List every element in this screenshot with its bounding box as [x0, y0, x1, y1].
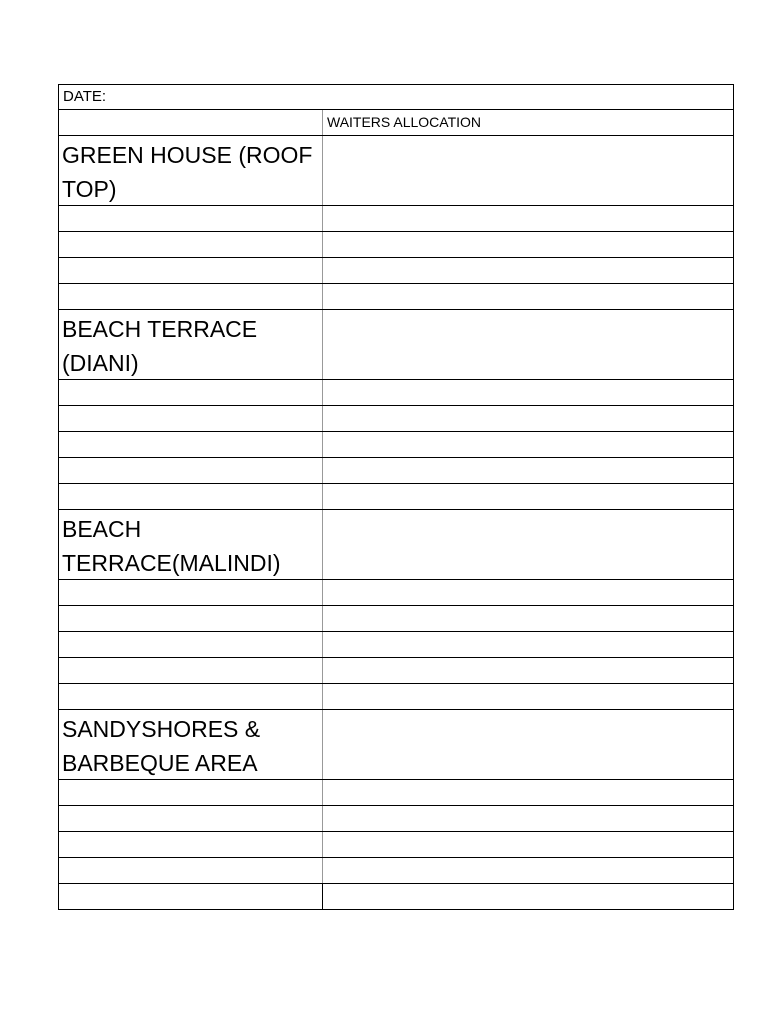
area-cell	[59, 284, 323, 309]
allocation-cell	[323, 310, 733, 379]
table-row	[59, 858, 733, 884]
allocation-cell	[323, 684, 733, 709]
date-row	[59, 85, 733, 110]
section-row-beach-terrace-malindi	[59, 510, 733, 580]
area-cell	[59, 258, 323, 283]
allocation-cell	[323, 284, 733, 309]
allocation-cell	[323, 406, 733, 431]
table-row	[59, 232, 733, 258]
table-row	[59, 658, 733, 684]
section-row-sandyshores	[59, 710, 733, 780]
allocation-cell	[323, 658, 733, 683]
area-cell	[59, 206, 323, 231]
date-label: DATE:	[63, 88, 107, 105]
section-row-beach-terrace-diani	[59, 310, 733, 380]
area-cell	[59, 658, 323, 683]
table-row	[59, 832, 733, 858]
section-name: SANDYSHORES & BARBEQUE AREA	[59, 710, 323, 779]
table-row	[59, 606, 733, 632]
allocation-cell	[323, 780, 733, 805]
table-row	[59, 632, 733, 658]
table-row	[59, 458, 733, 484]
table-row	[59, 806, 733, 832]
section-row-green-house	[59, 136, 733, 206]
header-row	[59, 110, 733, 136]
area-cell	[59, 606, 323, 631]
table-row	[59, 206, 733, 232]
table-row	[59, 284, 733, 310]
area-cell	[59, 884, 323, 909]
area-cell	[59, 858, 323, 883]
section-name: BEACH TERRACE (DIANI)	[59, 310, 323, 379]
allocation-cell	[323, 510, 733, 579]
allocation-cell	[323, 458, 733, 483]
area-cell	[59, 632, 323, 657]
area-cell	[59, 780, 323, 805]
area-cell	[59, 580, 323, 605]
allocation-cell	[323, 380, 733, 405]
waiters-allocation-table	[58, 84, 734, 910]
allocation-cell	[323, 432, 733, 457]
table-row	[59, 884, 733, 910]
allocation-cell	[323, 136, 733, 205]
allocation-cell	[323, 858, 733, 883]
area-cell	[59, 380, 323, 405]
area-cell	[59, 484, 323, 509]
area-cell	[59, 432, 323, 457]
waiters-allocation-header: WAITERS ALLOCATION	[327, 114, 482, 130]
allocation-cell	[323, 606, 733, 631]
table-row	[59, 258, 733, 284]
table-row	[59, 484, 733, 510]
allocation-cell	[323, 710, 733, 779]
section-name: BEACH TERRACE(MALINDI)	[59, 510, 323, 579]
table-row	[59, 432, 733, 458]
allocation-cell	[323, 258, 733, 283]
section-name: GREEN HOUSE (ROOF TOP)	[59, 136, 323, 205]
area-cell	[59, 406, 323, 431]
allocation-cell	[323, 806, 733, 831]
area-cell	[59, 832, 323, 857]
allocation-cell	[323, 832, 733, 857]
allocation-cell	[323, 484, 733, 509]
allocation-cell	[323, 884, 733, 909]
table-row	[59, 406, 733, 432]
allocation-cell	[323, 206, 733, 231]
allocation-cell	[323, 580, 733, 605]
area-cell	[59, 232, 323, 257]
area-cell	[59, 458, 323, 483]
header-left-cell	[59, 110, 323, 135]
allocation-cell	[323, 232, 733, 257]
area-cell	[59, 684, 323, 709]
table-row	[59, 380, 733, 406]
allocation-cell	[323, 632, 733, 657]
table-row	[59, 684, 733, 710]
table-row	[59, 580, 733, 606]
table-row	[59, 780, 733, 806]
area-cell	[59, 806, 323, 831]
